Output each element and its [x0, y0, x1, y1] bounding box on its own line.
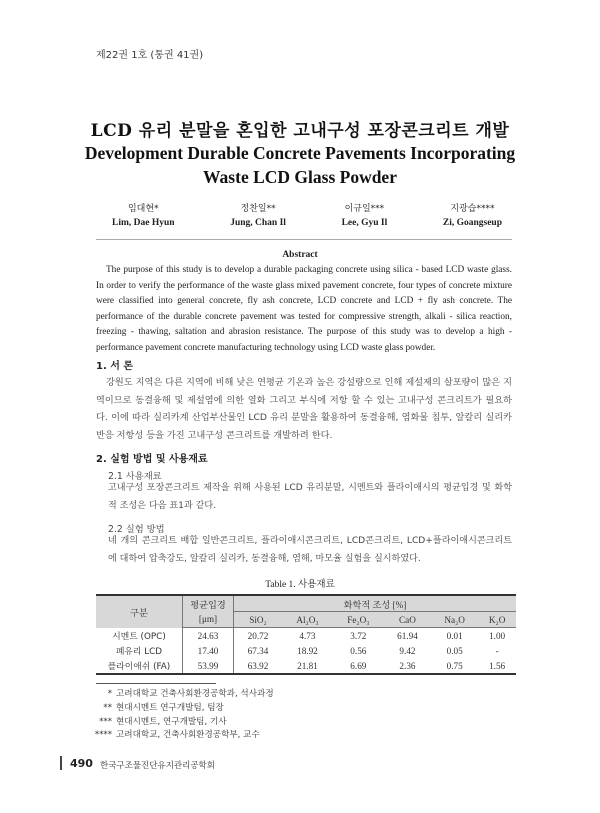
- header-chem-col: Fe₂O₃: [333, 612, 384, 628]
- footnote-text: 고려대학교 건축사회환경공학과, 석사과정: [116, 689, 274, 699]
- row-size: 17.40: [183, 643, 234, 658]
- header-chem-col: K₂O: [478, 612, 516, 628]
- subsection-2-2-text: 네 개의 콘크리트 배합 일반콘크리트, 플라이애시콘크리트, LCD콘크리트, LCD+플라이애시콘크리트에 대하여 압축강도, 알칼리 실리카, 동결융해, 염해, 마모율 실험을 실시하였다.: [108, 536, 512, 564]
- cell: 61.94: [397, 630, 418, 641]
- footnote-list: [82, 688, 274, 743]
- table-row: [96, 658, 516, 674]
- footnote-mark: *: [107, 689, 112, 699]
- page-number: 490: [70, 757, 93, 770]
- subsection-2-1-heading: 2.1 사용재료: [108, 471, 162, 482]
- header-size-unit: [μm]: [183, 612, 234, 628]
- cell: 9.42: [399, 645, 416, 656]
- divider-rule: [96, 239, 512, 240]
- journal-issue-header: 제22권 1호 (통권 41권): [96, 50, 204, 61]
- header-particle-size: 평균입경: [183, 595, 234, 612]
- cell: 1.00: [489, 630, 506, 641]
- cell: 6.69: [333, 658, 384, 674]
- materials-table: [96, 594, 516, 675]
- author-1: [112, 202, 175, 230]
- author-4: [443, 202, 502, 230]
- author-3: [342, 202, 388, 230]
- author-name-ko: 정찬일**: [240, 204, 276, 214]
- cell: 3.72: [350, 630, 367, 641]
- abstract-text: The purpose of this study is to develop a durable packaging concrete using silica - based LCD waste glass. In order to verify the performance of the waste glass mixed pavement concrete, four types of concrete mixture were classified into general concrete, fly ash concrete, LCD concrete and LCD + fly ash concrete. The performance of the durable concrete pavement was tested for compressive strength, alkali - silica reaction, freezing - thawing, saltation and abrasion resistance. The purpose of this study was to develop a high - performance pavement concrete manufacturing technology using LCD waste glass powder.: [96, 265, 512, 353]
- cell: 0.05: [446, 645, 463, 656]
- cell: 2.36: [384, 658, 431, 674]
- footnote: [82, 729, 274, 743]
- footnote-mark: **: [103, 702, 112, 713]
- footnote: [82, 716, 274, 730]
- cell: 0.01: [446, 630, 463, 641]
- section-2-heading: 2. 실험 방법 및 사용재료: [96, 454, 208, 465]
- row-material: 플라이애쉬 (FA): [96, 658, 183, 674]
- header-chem-col: CaO: [384, 612, 431, 628]
- cell: 1.56: [478, 658, 516, 674]
- footnote: [82, 688, 274, 702]
- row-size: 24.63: [183, 628, 234, 644]
- header-material: 구분: [96, 595, 183, 628]
- cell: -: [495, 645, 499, 656]
- cell: 4.73: [299, 630, 316, 641]
- author-name-en: Lee, Gyu Il: [341, 218, 388, 228]
- cell: 18.92: [297, 645, 318, 656]
- paper-title-english: Development Durable Concrete Pavements Incorporating Waste LCD Glass Powder: [84, 143, 516, 187]
- paper-title-korean: LCD 유리 분말을 혼입한 고내구성 포장콘크리트 개발: [90, 121, 510, 141]
- author-name-ko: 지광습****: [450, 204, 495, 214]
- table-1-caption: Table 1. 사용재료: [265, 580, 335, 590]
- subsection-2-1-text: 고내구성 포장콘크리트 제작을 위해 사용된 LCD 유리분말, 시멘트와 플라이애시의 평균입경 및 화학적 조성은 다음 표1과 같다.: [108, 483, 512, 511]
- header-chemical-composition: 화학적 조성 [%]: [234, 595, 517, 612]
- cell: 20.72: [247, 630, 269, 641]
- header-chem-col: Al₂O₃: [282, 612, 333, 628]
- row-size: 53.99: [183, 658, 234, 674]
- footnote-mark: ****: [94, 730, 112, 741]
- header-chem-col: SiO₂: [234, 612, 282, 628]
- row-material: 폐유리 LCD: [96, 643, 183, 658]
- author-name-ko: 이규일***: [344, 204, 385, 214]
- author-name-en: Jung, Chan Il: [230, 218, 286, 228]
- footer-bar: [60, 756, 62, 770]
- section-1-text: 강원도 지역은 다른 지역에 비해 낮은 연평균 기온과 높은 강설량으로 인해 제설제의 살포량이 많은 지역이므로 동결융해 및 제설염에 의한 열화 그리고 부식에 저항 할 수 있는 고내구성 콘크리트가 필요하다. 이에 따라 실리카계 산업부산물인 LCD 유리 분말을 활용하여 동결융해, 염화물 침투, 알칼리 실리카 반응 저항성 등을 가진 고내구성 콘크리트를 개발하려 한다.: [96, 377, 512, 441]
- author-2: [230, 202, 286, 230]
- cell: 0.56: [350, 645, 367, 656]
- footnote-mark: ***: [99, 716, 112, 727]
- journal-name: 한국구조물진단유지관리공학회: [100, 761, 215, 771]
- cell: 0.75: [431, 658, 478, 674]
- subsection-2-2-heading: 2.2 실험 방법: [108, 524, 165, 535]
- footnote-text: 고려대학교, 건축사회환경공학부, 교수: [116, 730, 260, 741]
- footnote-text: 현대시멘트 연구개발팀, 팀장: [116, 702, 224, 713]
- cell: 63.92: [234, 658, 282, 674]
- footnote-rule: [96, 683, 216, 684]
- author-name-en: Zi, Goangseup: [442, 218, 502, 228]
- row-material: 시멘트 (OPC): [96, 628, 183, 644]
- author-name-en: Lim, Dae Hyun: [112, 218, 175, 228]
- cell: 67.34: [247, 645, 269, 656]
- author-name-ko: 임대현*: [127, 204, 159, 214]
- footnote-text: 현대시멘트, 연구개발팀, 기사: [116, 716, 227, 727]
- cell: 21.81: [282, 658, 333, 674]
- table-row: [96, 628, 516, 644]
- author-list: [112, 202, 502, 230]
- abstract-heading: Abstract: [282, 250, 318, 260]
- table-row: [96, 643, 516, 658]
- footnote: [82, 702, 274, 716]
- section-1-heading: 1. 서 론: [96, 361, 134, 372]
- header-chem-col: Na₂O: [431, 612, 478, 628]
